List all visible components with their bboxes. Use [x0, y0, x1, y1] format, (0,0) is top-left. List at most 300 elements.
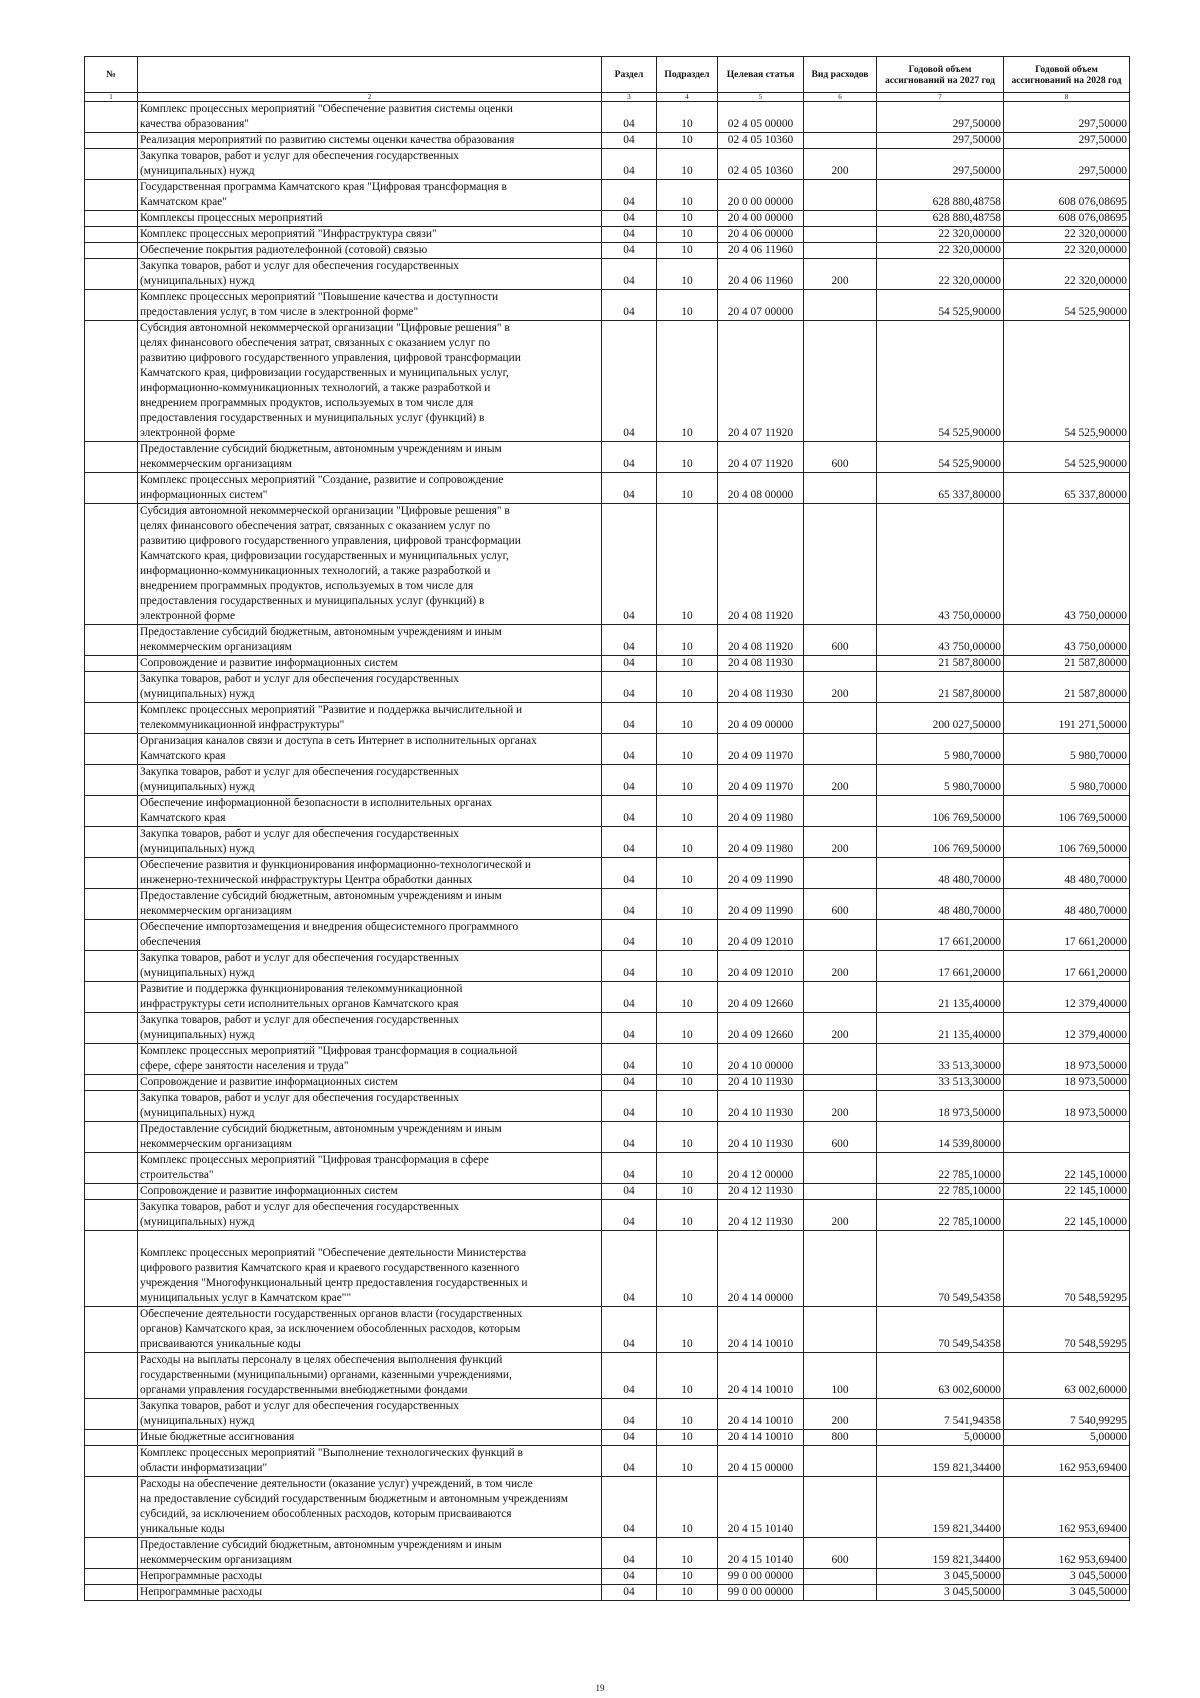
cell-expense-type — [804, 734, 877, 765]
cell-amount-2027: 21 135,40000 — [877, 982, 1004, 1013]
header-amount-2028: Годовой объем ассигнований на 2028 год — [1004, 57, 1130, 93]
cell-target-article: 20 4 10 00000 — [718, 1044, 804, 1075]
cell-podrazdel: 10 — [657, 504, 718, 625]
cell-number — [85, 259, 138, 290]
column-number: 7 — [877, 93, 1004, 102]
cell-amount-2028: 5,00000 — [1004, 1430, 1130, 1446]
cell-expense-type — [804, 504, 877, 625]
cell-razdel: 04 — [602, 1307, 657, 1353]
cell-expense-type — [804, 982, 877, 1013]
cell-amount-2028: 7 540,99295 — [1004, 1399, 1130, 1430]
cell-podrazdel: 10 — [657, 1477, 718, 1538]
cell-number — [85, 1153, 138, 1184]
cell-target-article: 20 4 10 11930 — [718, 1122, 804, 1153]
table-row — [85, 259, 1130, 290]
cell-number — [85, 625, 138, 656]
cell-expense-type — [804, 858, 877, 889]
cell-podrazdel: 10 — [657, 858, 718, 889]
cell-expense-type: 200 — [804, 1200, 877, 1231]
cell-amount-2027: 297,50000 — [877, 149, 1004, 180]
cell-podrazdel: 10 — [657, 1153, 718, 1184]
cell-amount-2027: 628 880,48758 — [877, 180, 1004, 211]
cell-amount-2028: 22 320,00000 — [1004, 227, 1130, 243]
cell-podrazdel: 10 — [657, 473, 718, 504]
cell-name: Предоставление субсидий бюджетным, автономным учреждениям и иным некоммерческим организациям — [138, 1122, 602, 1153]
cell-expense-type: 600 — [804, 889, 877, 920]
cell-target-article: 20 4 14 10010 — [718, 1307, 804, 1353]
cell-amount-2027: 18 973,50000 — [877, 1091, 1004, 1122]
header-razdel: Раздел — [602, 57, 657, 93]
cell-number — [85, 321, 138, 442]
cell-name: Закупка товаров, работ и услуг для обеспечения государственных (муниципальных) нужд — [138, 1013, 602, 1044]
cell-number — [85, 442, 138, 473]
cell-name: Непрограммные расходы — [138, 1569, 602, 1585]
cell-podrazdel: 10 — [657, 951, 718, 982]
table-row — [85, 504, 1130, 625]
cell-name: Закупка товаров, работ и услуг для обеспечения государственных (муниципальных) нужд — [138, 1399, 602, 1430]
cell-razdel: 04 — [602, 133, 657, 149]
table-row — [85, 889, 1130, 920]
table-row — [85, 858, 1130, 889]
table-row — [85, 1153, 1130, 1184]
cell-expense-type — [804, 1477, 877, 1538]
cell-target-article: 20 4 08 11930 — [718, 656, 804, 672]
cell-number — [85, 1430, 138, 1446]
cell-expense-type — [804, 1585, 877, 1601]
cell-name: Комплекс процессных мероприятий "Обеспечение развития системы оценки качества образования" — [138, 102, 602, 133]
header-amount-2027: Годовой объем ассигнований на 2027 год — [877, 57, 1004, 93]
cell-expense-type: 200 — [804, 259, 877, 290]
table-row — [85, 1477, 1130, 1538]
cell-amount-2027: 17 661,20000 — [877, 920, 1004, 951]
cell-expense-type — [804, 102, 877, 133]
cell-number — [85, 473, 138, 504]
cell-amount-2027: 22 320,00000 — [877, 227, 1004, 243]
table-row — [85, 1231, 1130, 1307]
cell-name: Комплекс процессных мероприятий "Инфраструктура связи" — [138, 227, 602, 243]
cell-expense-type — [804, 473, 877, 504]
cell-target-article: 20 4 09 11970 — [718, 734, 804, 765]
cell-razdel: 04 — [602, 796, 657, 827]
cell-number — [85, 133, 138, 149]
table-row — [85, 1538, 1130, 1569]
cell-number — [85, 1585, 138, 1601]
cell-target-article: 20 4 09 11980 — [718, 796, 804, 827]
cell-razdel: 04 — [602, 259, 657, 290]
cell-razdel: 04 — [602, 1044, 657, 1075]
cell-podrazdel: 10 — [657, 889, 718, 920]
cell-expense-type — [804, 321, 877, 442]
table-row — [85, 672, 1130, 703]
cell-amount-2027: 297,50000 — [877, 133, 1004, 149]
cell-expense-type — [804, 1569, 877, 1585]
cell-amount-2027: 17 661,20000 — [877, 951, 1004, 982]
cell-number — [85, 734, 138, 765]
cell-podrazdel: 10 — [657, 672, 718, 703]
cell-number — [85, 920, 138, 951]
cell-number — [85, 827, 138, 858]
table-row — [85, 442, 1130, 473]
cell-podrazdel: 10 — [657, 1446, 718, 1477]
cell-target-article: 20 4 08 11920 — [718, 504, 804, 625]
cell-name: Комплекс процессных мероприятий "Создание, развитие и сопровождение информационных систем" — [138, 473, 602, 504]
cell-amount-2027: 7 541,94358 — [877, 1399, 1004, 1430]
cell-razdel: 04 — [602, 1399, 657, 1430]
header-expense-type: Вид расходов — [804, 57, 877, 93]
cell-razdel: 04 — [602, 1091, 657, 1122]
cell-number — [85, 290, 138, 321]
cell-razdel: 04 — [602, 1585, 657, 1601]
cell-number — [85, 796, 138, 827]
cell-razdel: 04 — [602, 920, 657, 951]
cell-name: Закупка товаров, работ и услуг для обеспечения государственных (муниципальных) нужд — [138, 951, 602, 982]
cell-razdel: 04 — [602, 1075, 657, 1091]
cell-podrazdel: 10 — [657, 1184, 718, 1200]
cell-amount-2028: 17 661,20000 — [1004, 920, 1130, 951]
header-target-article: Целевая статья — [718, 57, 804, 93]
cell-amount-2028: 18 973,50000 — [1004, 1044, 1130, 1075]
cell-target-article: 20 4 06 00000 — [718, 227, 804, 243]
cell-amount-2028: 18 973,50000 — [1004, 1075, 1130, 1091]
table-row — [85, 473, 1130, 504]
column-number: 4 — [657, 93, 718, 102]
cell-podrazdel: 10 — [657, 625, 718, 656]
cell-amount-2028: 162 953,69400 — [1004, 1477, 1130, 1538]
cell-amount-2028: 22 145,10000 — [1004, 1200, 1130, 1231]
cell-name: Комплекс процессных мероприятий "Цифровая трансформация в сфере строительства" — [138, 1153, 602, 1184]
cell-razdel: 04 — [602, 227, 657, 243]
cell-name: Закупка товаров, работ и услуг для обеспечения государственных (муниципальных) нужд — [138, 259, 602, 290]
cell-amount-2028: 12 379,40000 — [1004, 1013, 1130, 1044]
cell-razdel: 04 — [602, 703, 657, 734]
cell-amount-2028: 54 525,90000 — [1004, 290, 1130, 321]
cell-amount-2027: 22 785,10000 — [877, 1184, 1004, 1200]
cell-amount-2028: 608 076,08695 — [1004, 211, 1130, 227]
cell-expense-type — [804, 1075, 877, 1091]
cell-razdel: 04 — [602, 243, 657, 259]
cell-number — [85, 227, 138, 243]
table-row — [85, 211, 1130, 227]
cell-podrazdel: 10 — [657, 734, 718, 765]
cell-name: Сопровождение и развитие информационных систем — [138, 1075, 602, 1091]
cell-name: Закупка товаров, работ и услуг для обеспечения государственных (муниципальных) нужд — [138, 827, 602, 858]
cell-name: Комплекс процессных мероприятий "Выполнение технологических функций в области информатизации" — [138, 1446, 602, 1477]
cell-name: Закупка товаров, работ и услуг для обеспечения государственных (муниципальных) нужд — [138, 149, 602, 180]
cell-podrazdel: 10 — [657, 442, 718, 473]
cell-target-article: 20 4 09 11970 — [718, 765, 804, 796]
cell-podrazdel: 10 — [657, 703, 718, 734]
table-row — [85, 734, 1130, 765]
cell-razdel: 04 — [602, 858, 657, 889]
cell-target-article: 20 4 09 11990 — [718, 858, 804, 889]
cell-expense-type — [804, 1231, 877, 1307]
column-number: 3 — [602, 93, 657, 102]
cell-number — [85, 1075, 138, 1091]
cell-amount-2028: 3 045,50000 — [1004, 1569, 1130, 1585]
table-row — [85, 1044, 1130, 1075]
cell-target-article: 20 4 15 10140 — [718, 1538, 804, 1569]
cell-target-article: 20 4 08 00000 — [718, 473, 804, 504]
table-row — [85, 827, 1130, 858]
cell-razdel: 04 — [602, 1200, 657, 1231]
cell-expense-type — [804, 703, 877, 734]
cell-amount-2027: 21 587,80000 — [877, 656, 1004, 672]
cell-amount-2027: 5 980,70000 — [877, 734, 1004, 765]
cell-number — [85, 243, 138, 259]
budget-table — [84, 56, 1130, 1601]
cell-name: Организация каналов связи и доступа в сеть Интернет в исполнительных органах Камчатского края — [138, 734, 602, 765]
cell-amount-2028: 5 980,70000 — [1004, 765, 1130, 796]
cell-amount-2027: 65 337,80000 — [877, 473, 1004, 504]
cell-amount-2028: 48 480,70000 — [1004, 858, 1130, 889]
cell-amount-2028: 191 271,50000 — [1004, 703, 1130, 734]
cell-number — [85, 180, 138, 211]
table-row — [85, 765, 1130, 796]
cell-expense-type — [804, 920, 877, 951]
cell-target-article: 02 4 05 10360 — [718, 149, 804, 180]
column-number: 5 — [718, 93, 804, 102]
table-row — [85, 243, 1130, 259]
cell-razdel: 04 — [602, 504, 657, 625]
cell-target-article: 20 4 09 12010 — [718, 920, 804, 951]
cell-podrazdel: 10 — [657, 149, 718, 180]
column-number: 1 — [85, 93, 138, 102]
table-row — [85, 1200, 1130, 1231]
cell-amount-2028: 48 480,70000 — [1004, 889, 1130, 920]
cell-razdel: 04 — [602, 321, 657, 442]
cell-expense-type — [804, 290, 877, 321]
cell-amount-2028: 21 587,80000 — [1004, 672, 1130, 703]
cell-target-article: 20 4 12 11930 — [718, 1200, 804, 1231]
cell-amount-2027: 43 750,00000 — [877, 504, 1004, 625]
column-number: 2 — [138, 93, 602, 102]
column-number-row — [85, 93, 1130, 102]
cell-number — [85, 1307, 138, 1353]
cell-number — [85, 1231, 138, 1307]
cell-number — [85, 1013, 138, 1044]
cell-amount-2027: 297,50000 — [877, 102, 1004, 133]
cell-amount-2027: 48 480,70000 — [877, 858, 1004, 889]
cell-podrazdel: 10 — [657, 1399, 718, 1430]
cell-name: Предоставление субсидий бюджетным, автономным учреждениям и иным некоммерческим организациям — [138, 1538, 602, 1569]
cell-amount-2027: 22 320,00000 — [877, 259, 1004, 290]
cell-razdel: 04 — [602, 889, 657, 920]
table-row — [85, 1307, 1130, 1353]
cell-expense-type — [804, 243, 877, 259]
cell-name: Субсидия автономной некоммерческой организации "Цифровые решения" в целях финансового обеспечения затрат, связанных с оказанием услуг по развитию цифрового государственного управления, цифровой трансформации Камчатского края, цифровизации государственных и муниципальных услуг, информационно-коммуникационных технологий, а также разработкой и внедрением программных продуктов, используемых в том числе для предоставления государственных и муниципальных услуг (функций) в электронной форме — [138, 321, 602, 442]
column-number: 8 — [1004, 93, 1130, 102]
cell-razdel: 04 — [602, 1153, 657, 1184]
cell-name: Государственная программа Камчатского края "Цифровая трансформация в Камчатском крае" — [138, 180, 602, 211]
cell-podrazdel: 10 — [657, 656, 718, 672]
cell-target-article: 20 4 09 12010 — [718, 951, 804, 982]
table-row — [85, 1091, 1130, 1122]
cell-number — [85, 504, 138, 625]
cell-razdel: 04 — [602, 473, 657, 504]
cell-podrazdel: 10 — [657, 102, 718, 133]
cell-razdel: 04 — [602, 1231, 657, 1307]
cell-amount-2028: 608 076,08695 — [1004, 180, 1130, 211]
cell-expense-type: 200 — [804, 1091, 877, 1122]
cell-target-article: 99 0 00 00000 — [718, 1585, 804, 1601]
cell-number — [85, 1044, 138, 1075]
table-row — [85, 1184, 1130, 1200]
cell-number — [85, 1569, 138, 1585]
cell-amount-2028: 43 750,00000 — [1004, 504, 1130, 625]
cell-amount-2028: 22 320,00000 — [1004, 243, 1130, 259]
cell-name: Предоставление субсидий бюджетным, автономным учреждениям и иным некоммерческим организациям — [138, 889, 602, 920]
cell-expense-type — [804, 1446, 877, 1477]
cell-amount-2028: 18 973,50000 — [1004, 1091, 1130, 1122]
cell-expense-type — [804, 211, 877, 227]
cell-name: Обеспечение деятельности государственных органов власти (государственных органов) Камчатского края, за исключением обособленных расходов, которым присваиваются уникальные коды — [138, 1307, 602, 1353]
cell-expense-type — [804, 133, 877, 149]
cell-number — [85, 1200, 138, 1231]
cell-podrazdel: 10 — [657, 920, 718, 951]
table-row — [85, 290, 1130, 321]
table-row — [85, 133, 1130, 149]
table-row — [85, 982, 1130, 1013]
cell-expense-type — [804, 180, 877, 211]
cell-razdel: 04 — [602, 1122, 657, 1153]
cell-podrazdel: 10 — [657, 1353, 718, 1399]
cell-target-article: 20 4 09 11980 — [718, 827, 804, 858]
table-row — [85, 1399, 1130, 1430]
cell-target-article: 20 4 06 11960 — [718, 243, 804, 259]
cell-razdel: 04 — [602, 1446, 657, 1477]
cell-amount-2028: 54 525,90000 — [1004, 442, 1130, 473]
cell-expense-type: 600 — [804, 1122, 877, 1153]
cell-target-article: 20 4 15 10140 — [718, 1477, 804, 1538]
cell-name: Закупка товаров, работ и услуг для обеспечения государственных (муниципальных) нужд — [138, 765, 602, 796]
cell-razdel: 04 — [602, 982, 657, 1013]
cell-razdel: 04 — [602, 442, 657, 473]
cell-razdel: 04 — [602, 149, 657, 180]
cell-amount-2027: 70 549,54358 — [877, 1307, 1004, 1353]
cell-number — [85, 1184, 138, 1200]
cell-target-article: 20 4 14 10010 — [718, 1430, 804, 1446]
cell-target-article: 20 4 06 11960 — [718, 259, 804, 290]
cell-target-article: 20 4 12 11930 — [718, 1184, 804, 1200]
cell-number — [85, 149, 138, 180]
cell-target-article: 20 4 00 00000 — [718, 211, 804, 227]
table-row — [85, 656, 1130, 672]
cell-name: Реализация мероприятий по развитию системы оценки качества образования — [138, 133, 602, 149]
cell-podrazdel: 10 — [657, 1013, 718, 1044]
table-body — [85, 102, 1130, 1601]
cell-razdel: 04 — [602, 827, 657, 858]
column-number: 6 — [804, 93, 877, 102]
cell-amount-2027: 63 002,60000 — [877, 1353, 1004, 1399]
cell-target-article: 20 4 14 10010 — [718, 1353, 804, 1399]
cell-expense-type — [804, 656, 877, 672]
cell-amount-2028: 5 980,70000 — [1004, 734, 1130, 765]
cell-razdel: 04 — [602, 1538, 657, 1569]
cell-number — [85, 102, 138, 133]
table-row — [85, 1569, 1130, 1585]
cell-amount-2028: 3 045,50000 — [1004, 1585, 1130, 1601]
cell-amount-2028: 70 548,59295 — [1004, 1231, 1130, 1307]
cell-amount-2028: 17 661,20000 — [1004, 951, 1130, 982]
cell-amount-2028: 106 769,50000 — [1004, 827, 1130, 858]
cell-amount-2027: 70 549,54358 — [877, 1231, 1004, 1307]
cell-amount-2028: 22 145,10000 — [1004, 1153, 1130, 1184]
cell-expense-type: 200 — [804, 149, 877, 180]
cell-expense-type: 200 — [804, 672, 877, 703]
cell-target-article: 20 4 07 00000 — [718, 290, 804, 321]
cell-name: Обеспечение покрытия радиотелефонной (сотовой) связью — [138, 243, 602, 259]
table-row — [85, 227, 1130, 243]
cell-name: Сопровождение и развитие информационных систем — [138, 656, 602, 672]
cell-razdel: 04 — [602, 1013, 657, 1044]
cell-number — [85, 1538, 138, 1569]
cell-name: Закупка товаров, работ и услуг для обеспечения государственных (муниципальных) нужд — [138, 1200, 602, 1231]
cell-amount-2028: 12 379,40000 — [1004, 982, 1130, 1013]
cell-name: Иные бюджетные ассигнования — [138, 1430, 602, 1446]
cell-name: Закупка товаров, работ и услуг для обеспечения государственных (муниципальных) нужд — [138, 672, 602, 703]
cell-amount-2027: 21 587,80000 — [877, 672, 1004, 703]
cell-amount-2027: 3 045,50000 — [877, 1585, 1004, 1601]
table-row — [85, 1446, 1130, 1477]
cell-target-article: 20 4 07 11920 — [718, 321, 804, 442]
cell-amount-2028: 22 320,00000 — [1004, 259, 1130, 290]
cell-number — [85, 703, 138, 734]
cell-amount-2028: 21 587,80000 — [1004, 656, 1130, 672]
cell-number — [85, 1353, 138, 1399]
table-row — [85, 951, 1130, 982]
cell-name: Обеспечение информационной безопасности в исполнительных органах Камчатского края — [138, 796, 602, 827]
cell-amount-2027: 159 821,34400 — [877, 1446, 1004, 1477]
cell-name: Обеспечение развития и функционирования информационно-технологической и инженерно-технической инфраструктуры Центра обработки данных — [138, 858, 602, 889]
cell-amount-2027: 22 320,00000 — [877, 243, 1004, 259]
table-row — [85, 625, 1130, 656]
table-row — [85, 180, 1130, 211]
cell-podrazdel: 10 — [657, 1075, 718, 1091]
cell-name: Сопровождение и развитие информационных систем — [138, 1184, 602, 1200]
cell-target-article: 20 4 08 11930 — [718, 672, 804, 703]
cell-amount-2027: 33 513,30000 — [877, 1044, 1004, 1075]
cell-podrazdel: 10 — [657, 1569, 718, 1585]
cell-target-article: 20 4 09 12660 — [718, 982, 804, 1013]
cell-razdel: 04 — [602, 1184, 657, 1200]
cell-razdel: 04 — [602, 1353, 657, 1399]
cell-razdel: 04 — [602, 951, 657, 982]
table-row — [85, 149, 1130, 180]
cell-number — [85, 858, 138, 889]
cell-expense-type — [804, 796, 877, 827]
header-podrazdel: Подраздел — [657, 57, 718, 93]
page-number: 19 — [595, 1683, 605, 1693]
cell-number — [85, 951, 138, 982]
cell-number — [85, 211, 138, 227]
cell-razdel: 04 — [602, 102, 657, 133]
cell-podrazdel: 10 — [657, 1200, 718, 1231]
cell-target-article: 20 0 00 00000 — [718, 180, 804, 211]
cell-podrazdel: 10 — [657, 1307, 718, 1353]
cell-amount-2027: 628 880,48758 — [877, 211, 1004, 227]
cell-name: Комплекс процессных мероприятий "Цифровая трансформация в социальной сфере, сфере занятости населения и труда" — [138, 1044, 602, 1075]
cell-target-article: 20 4 08 11920 — [718, 625, 804, 656]
cell-name: Непрограммные расходы — [138, 1585, 602, 1601]
table-row — [85, 1122, 1130, 1153]
cell-podrazdel: 10 — [657, 765, 718, 796]
cell-amount-2028: 297,50000 — [1004, 133, 1130, 149]
cell-number — [85, 672, 138, 703]
cell-amount-2027: 106 769,50000 — [877, 796, 1004, 827]
table-row — [85, 1585, 1130, 1601]
cell-amount-2027: 5 980,70000 — [877, 765, 1004, 796]
cell-podrazdel: 10 — [657, 290, 718, 321]
